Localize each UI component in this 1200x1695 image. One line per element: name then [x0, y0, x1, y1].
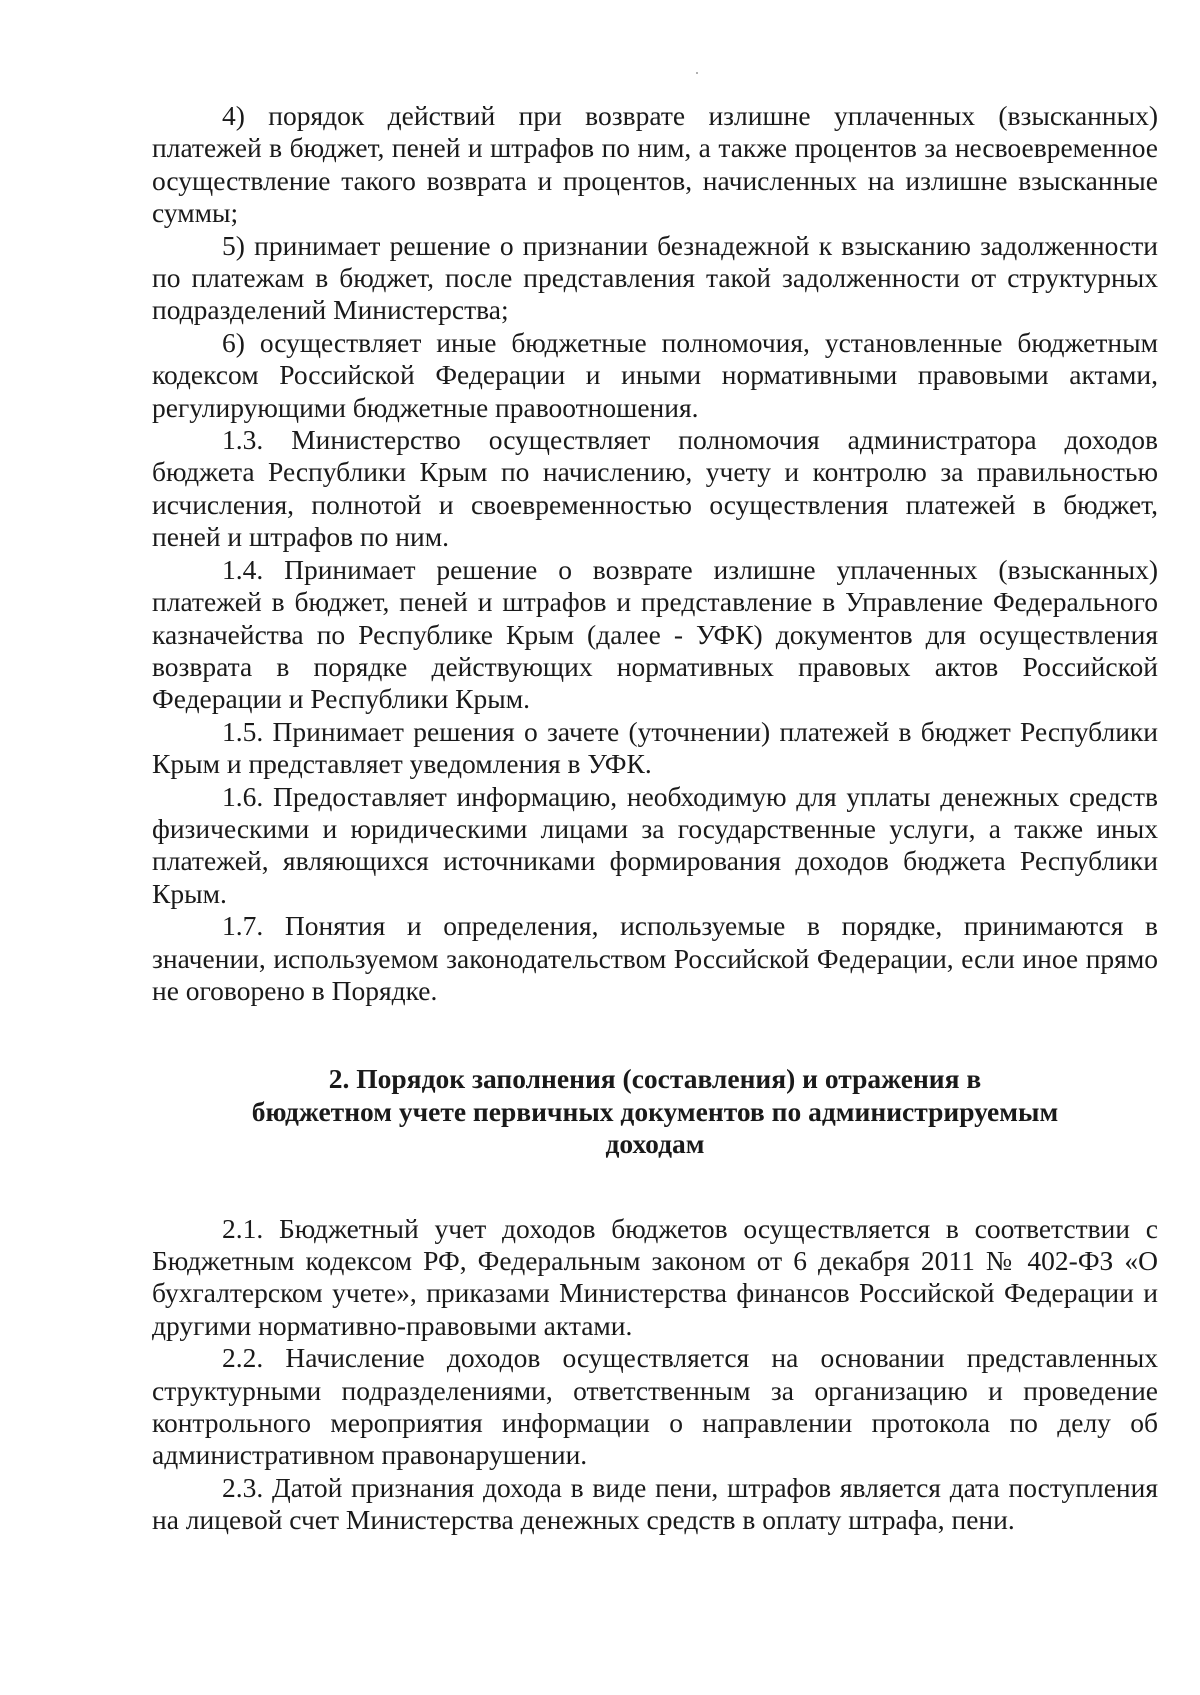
- section-heading: [152, 1063, 1158, 1160]
- paragraph-1-7: 1.7. Понятия и определения, используемые в порядке, принимаются в значении, используемом законодательством Российской Федерации, если иное прямо не оговорено в Порядке.: [152, 910, 1158, 1006]
- paragraph-item-4: 4) порядок действий при возврате излишне уплаченных (взысканных) платежей в бюджет, пеней и штрафов по ним, а также процентов за несвоевременное осуществление такого возврата и процентов, начисленных на излишне взысканные суммы;: [152, 100, 1158, 229]
- paragraph-item-6: 6) осуществляет иные бюджетные полномочия, установленные бюджетным кодексом Российской Федерации и иными нормативными правовыми актами, регулирующими бюджетные правоотношения.: [152, 326, 1158, 423]
- document-page: [152, 100, 1158, 1537]
- scan-speck: [696, 72, 698, 74]
- paragraph-1-4: 1.4. Принимает решение о возврате излишне уплаченных (взысканных) платежей в бюджет, пеней и штрафов и представление в Управление Федерального казначейства по Республике Крым (далее - УФК) документов для осуществления возврата в порядке действующих нормативных правовых актов Российской Федерации и Республики Крым.: [152, 553, 1158, 715]
- paragraph-item-5: 5) принимает решение о признании безнадежной к взысканию задолженности по платежам в бюджет, после представления такой задолженности от структурных подразделений Министерства;: [152, 229, 1158, 326]
- section-heading-line-1: 2. Порядок заполнения (составления) и отражения в: [328, 1063, 982, 1095]
- paragraph-2-2: 2.2. Начисление доходов осуществляется на основании представленных структурными подразделениями, ответственным за организацию и проведение контрольного мероприятия информации о направлении протокола по делу об административном правонарушении.: [152, 1342, 1158, 1471]
- paragraph-2-1: 2.1. Бюджетный учет доходов бюджетов осуществляется в соответствии с Бюджетным кодексом РФ, Федеральным законом от 6 декабря 2011 № 402-ФЗ «О бухгалтерском учете», приказами Министерства финансов Российской Федерации и другими нормативно-правовыми актами.: [152, 1212, 1158, 1341]
- section-heading-line-3: доходам: [605, 1128, 705, 1160]
- section-heading-line-2: бюджетном учете первичных документов по администрируемым: [251, 1095, 1059, 1127]
- paragraph-1-3: 1.3. Министерство осуществляет полномочия администратора доходов бюджета Республики Крым по начислению, учету и контролю за правильностью исчисления, полнотой и своевременностью осуществления платежей в бюджет, пеней и штрафов по ним.: [152, 424, 1158, 553]
- paragraph-1-6: 1.6. Предоставляет информацию, необходимую для уплаты денежных средств физическими и юридическими лицами за государственные услуги, а также иных платежей, являющихся источниками формирования доходов бюджета Республики Крым.: [152, 780, 1158, 909]
- paragraph-1-5: 1.5. Принимает решения о зачете (уточнении) платежей в бюджет Республики Крым и представляет уведомления в УФК.: [152, 715, 1158, 780]
- paragraph-2-3: 2.3. Датой признания дохода в виде пени, штрафов является дата поступления на лицевой счет Министерства денежных средств в оплату штрафа, пени.: [152, 1471, 1158, 1536]
